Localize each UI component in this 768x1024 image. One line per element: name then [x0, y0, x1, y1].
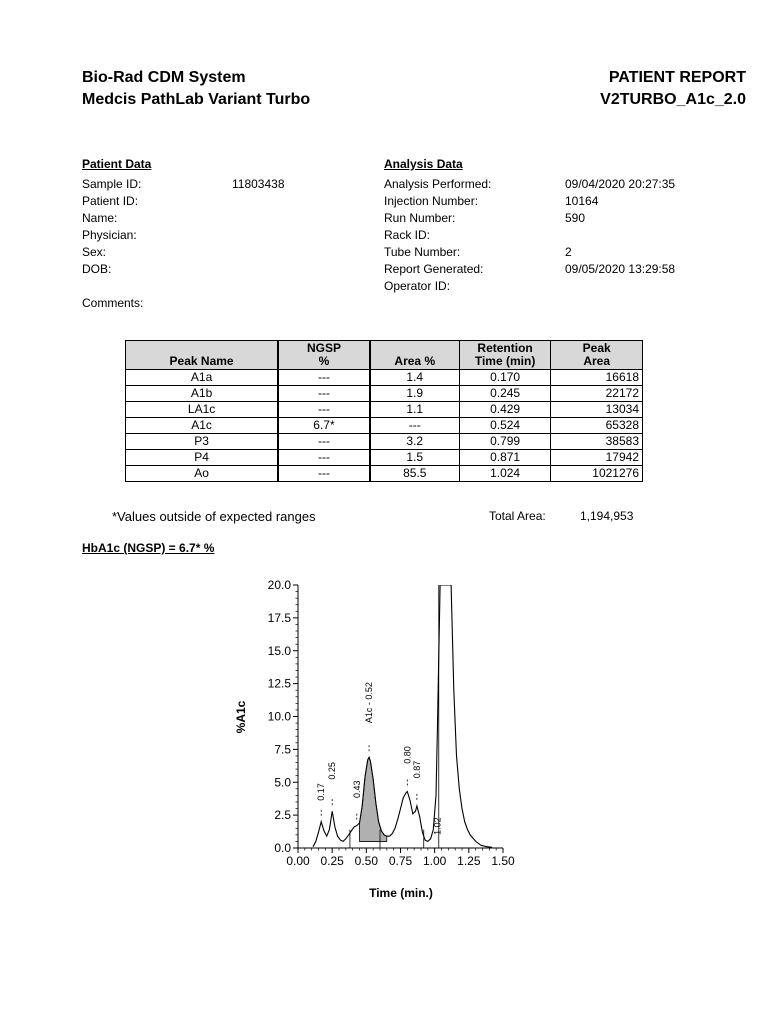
field-label: Sample ID:	[82, 177, 142, 191]
axes	[268, 578, 515, 868]
cell-area-pct: 85.5	[370, 466, 460, 482]
chromatogram-trace	[313, 585, 492, 848]
table-row	[126, 370, 643, 386]
cell-ngsp: ---	[278, 450, 370, 466]
cell-ngsp: ---	[278, 402, 370, 418]
table-row	[126, 450, 643, 466]
field-value: 09/04/2020 20:27:35	[565, 177, 676, 191]
cell-peak-name: LA1c	[126, 402, 279, 418]
y-tick-label: 5.0	[274, 775, 291, 790]
peak-labels	[316, 682, 442, 835]
hba1c-result: HbA1c (NGSP) = 6.7* %	[82, 541, 215, 555]
cell-peak-name: P3	[126, 434, 279, 450]
peak-label: 0.43	[351, 780, 362, 798]
field-value: 2	[565, 245, 572, 259]
cell-peak-name: P4	[126, 450, 279, 466]
header-line2: Peak Name	[169, 354, 234, 368]
field-label: Sex:	[82, 245, 107, 259]
field-label: Name:	[82, 211, 118, 225]
total-area-label: Total Area:	[489, 509, 546, 523]
cell-area-pct: 3.2	[370, 434, 460, 450]
cell-ngsp: ---	[278, 386, 370, 402]
cell-retention: 1.024	[459, 466, 551, 482]
header-line2: %	[318, 354, 330, 368]
column-header-retention	[459, 341, 551, 370]
cell-peak-area: 16618	[551, 370, 643, 386]
x-tick-label: 1.50	[491, 854, 515, 868]
y-tick-label: 20.0	[267, 578, 291, 592]
cell-retention: 0.524	[459, 418, 551, 434]
a1c-shaded-peak	[360, 757, 387, 841]
field-value: 09/05/2020 13:29:58	[565, 262, 676, 276]
cell-peak-area: 1021276	[551, 466, 643, 482]
y-tick-label: 15.0	[267, 643, 291, 658]
cell-peak-area: 13034	[551, 402, 643, 418]
cell-retention: 0.799	[459, 434, 551, 450]
field-label: Tube Number:	[384, 245, 461, 259]
column-header-peak-name	[126, 341, 279, 370]
x-tick-label: 0.00	[286, 854, 310, 868]
cell-retention: 0.170	[459, 370, 551, 386]
field-label: Injection Number:	[384, 194, 479, 208]
header-line2: Area %	[394, 354, 436, 368]
cell-area-pct: 1.5	[370, 450, 460, 466]
peak-label: 0.17	[316, 783, 327, 801]
system-title: Bio-Rad CDM System	[82, 69, 246, 86]
cell-retention: 0.429	[459, 402, 551, 418]
comments-label: Comments:	[82, 296, 144, 310]
cell-retention: 0.871	[459, 450, 551, 466]
patient-data-heading: Patient Data	[82, 157, 152, 171]
x-axis-title: Time (min.)	[369, 886, 433, 900]
column-header-peak-area	[551, 341, 643, 370]
x-tick-label: 0.50	[354, 854, 379, 868]
field-label: Operator ID:	[384, 279, 451, 293]
cell-ngsp: ---	[278, 370, 370, 386]
method-name: V2TURBO_A1c_2.0	[600, 91, 746, 108]
field-label: Patient ID:	[82, 194, 139, 208]
x-tick-label: 1.25	[457, 854, 481, 868]
cell-retention: 0.245	[459, 386, 551, 402]
cell-area-pct: 1.9	[370, 386, 460, 402]
cell-peak-name: A1c	[126, 418, 279, 434]
field-label: Analysis Performed:	[384, 177, 492, 191]
y-tick-label: 12.5	[267, 676, 291, 691]
cell-peak-area: 38583	[551, 434, 643, 450]
y-tick-label: 10.0	[267, 709, 291, 724]
cell-peak-name: Ao	[126, 466, 279, 482]
cell-ngsp: ---	[278, 466, 370, 482]
peak-label: 0.87	[411, 760, 422, 779]
table-row	[126, 466, 643, 482]
field-label: Physician:	[82, 228, 137, 242]
table-row	[126, 402, 643, 418]
total-area-value: 1,194,953	[580, 509, 634, 523]
field-value: 11803438	[232, 177, 285, 191]
cell-area-pct: ---	[370, 418, 460, 434]
cell-area-pct: 1.4	[370, 370, 460, 386]
cell-ngsp: ---	[278, 434, 370, 450]
y-tick-label: 0.0	[274, 841, 291, 855]
field-value: 10164	[565, 194, 599, 208]
header-line1: Retention	[477, 341, 533, 355]
x-tick-label: 0.25	[320, 854, 344, 868]
report-type: PATIENT REPORT	[608, 69, 746, 86]
chromatogram-chart	[220, 570, 540, 910]
peak-label: 0.25	[327, 762, 338, 780]
cell-peak-area: 65328	[551, 418, 643, 434]
x-tick-label: 1.00	[422, 854, 447, 868]
table-header-row	[126, 341, 643, 370]
field-label: Run Number:	[384, 211, 456, 225]
peak-label: 1.02	[432, 817, 443, 835]
peak-label: 0.80	[402, 746, 413, 764]
y-tick-label: 2.5	[274, 808, 291, 823]
cell-area-pct: 1.1	[370, 402, 460, 418]
a1c-area	[360, 757, 387, 841]
x-tick-label: 0.75	[388, 854, 413, 868]
field-label: DOB:	[82, 262, 112, 276]
cell-peak-name: A1a	[126, 370, 279, 386]
peak-table	[125, 340, 643, 482]
table-row	[126, 418, 643, 434]
y-axis-title: %A1c	[234, 700, 248, 734]
peak-label: A1c - 0.52	[364, 682, 375, 724]
analysis-data-heading: Analysis Data	[384, 157, 463, 171]
cell-peak-area: 17942	[551, 450, 643, 466]
cell-peak-name: A1b	[126, 386, 279, 402]
table-row	[126, 434, 643, 450]
header-line2: Area	[583, 354, 611, 368]
table-row	[126, 386, 643, 402]
trace-line	[313, 585, 492, 847]
footnote: *Values outside of expected ranges	[112, 509, 316, 524]
field-label: Report Generated:	[384, 262, 484, 276]
column-header-ngsp	[278, 341, 370, 370]
cell-peak-area: 22172	[551, 386, 643, 402]
cell-ngsp: 6.7*	[278, 418, 370, 434]
header-line1: Peak	[582, 341, 611, 355]
lab-title: Medcis PathLab Variant Turbo	[82, 91, 311, 108]
y-tick-label: 7.5	[274, 742, 291, 757]
field-label: Rack ID:	[384, 228, 431, 242]
y-tick-label: 17.5	[267, 610, 291, 625]
column-header-area-pct	[370, 341, 460, 370]
header-line2: Time (min)	[474, 354, 536, 368]
header-line1: NGSP	[306, 341, 341, 355]
field-value: 590	[565, 211, 586, 225]
